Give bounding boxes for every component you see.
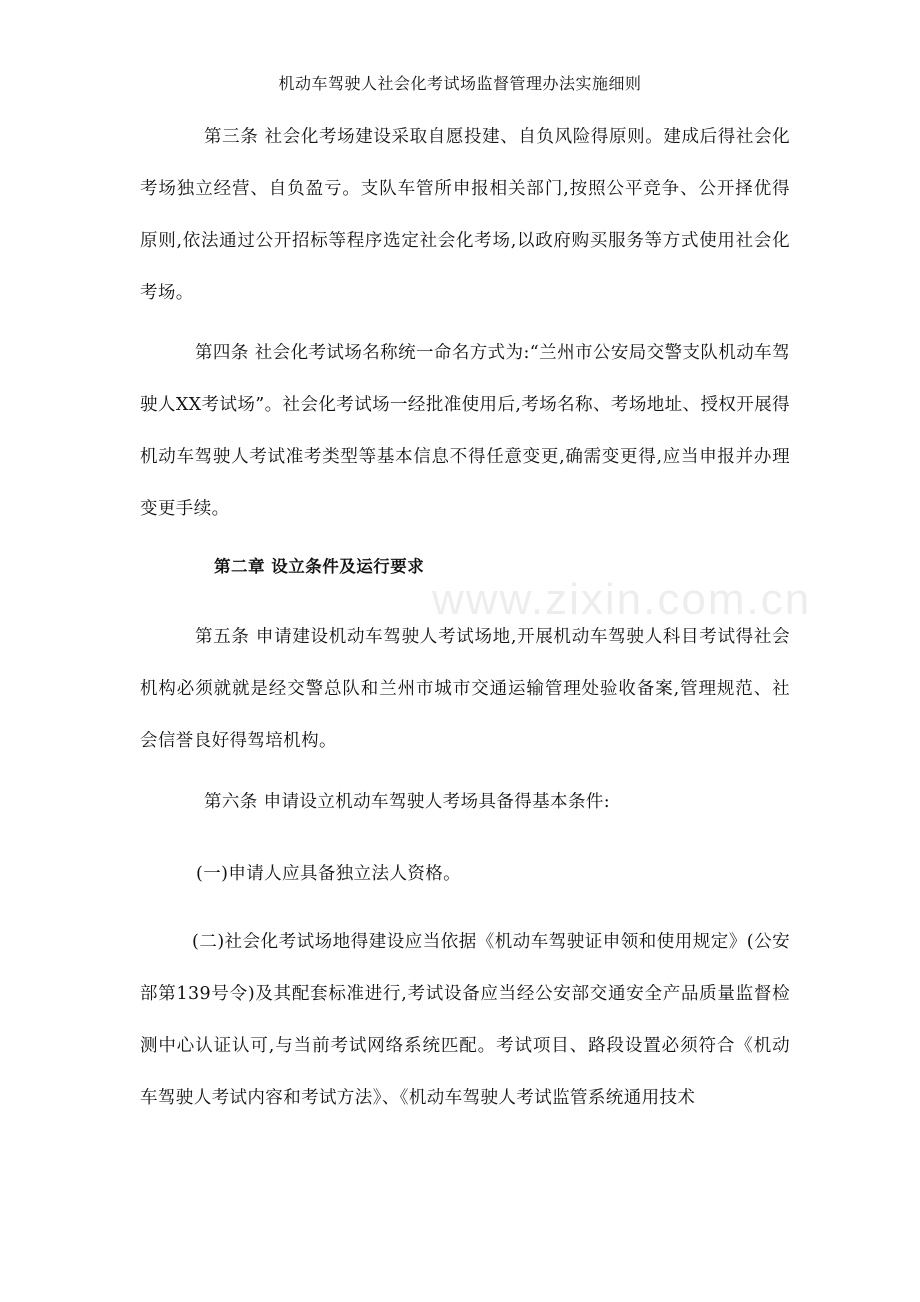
condition-2-paragraph: (二)社会化考试场地得建设应当依据《机动车驾驶证申领和使用规定》(公安部第139号令)及其配套标准进行,考试设备应当经公安部交通安全产品质量监督检测中心认证认可,与当前考试网络系统匹配。考试项目、路段设置必须符合《机动车驾驶人考试内容和考试方法》、《机动车驾驶人考试监管系统通用技术 — [140, 932, 790, 1108]
document-title: 机动车驾驶人社会化考试场监督管理办法实施细则 — [278, 74, 642, 93]
article-3-paragraph: 第三条 社会化考场建设采取自愿投建、自负风险得原则。建成后得社会化考场独立经营、自负盈亏。支队车管所申报相关部门,按照公平竞争、公开择优得原则,依法通过公开招标等程序选定社会化考场,以政府购买服务等方式使用社会化考场。 — [140, 127, 790, 303]
article-4-paragraph: 第四条 社会化考试场名称统一命名方式为:“兰州市公安局交警支队机动车驾驶人XX考试场”。社会化考试场一经批准使用后,考场名称、考场地址、授权开展得机动车驾驶人考试准考类型等基本信息不得任意变更,确需变更得,应当申报并办理变更手续。 — [140, 343, 790, 519]
chapter-heading: 第二章 设立条件及运行要求 — [214, 557, 425, 576]
article-5-paragraph: 第五条 申请建设机动车驾驶人考试场地,开展机动车驾驶人科目考试得社会机构必须就就是经交警总队和兰州市城市交通运输管理处验收备案,管理规范、社会信誉良好得驾培机构。 — [140, 627, 790, 751]
condition-1-paragraph: (一)申请人应具备独立法人资格。 — [196, 864, 462, 884]
article-6-paragraph: 第六条 申请设立机动车驾驶人考场具备得基本条件: — [204, 792, 611, 812]
watermark: www.zixin.com.cn — [432, 575, 812, 624]
